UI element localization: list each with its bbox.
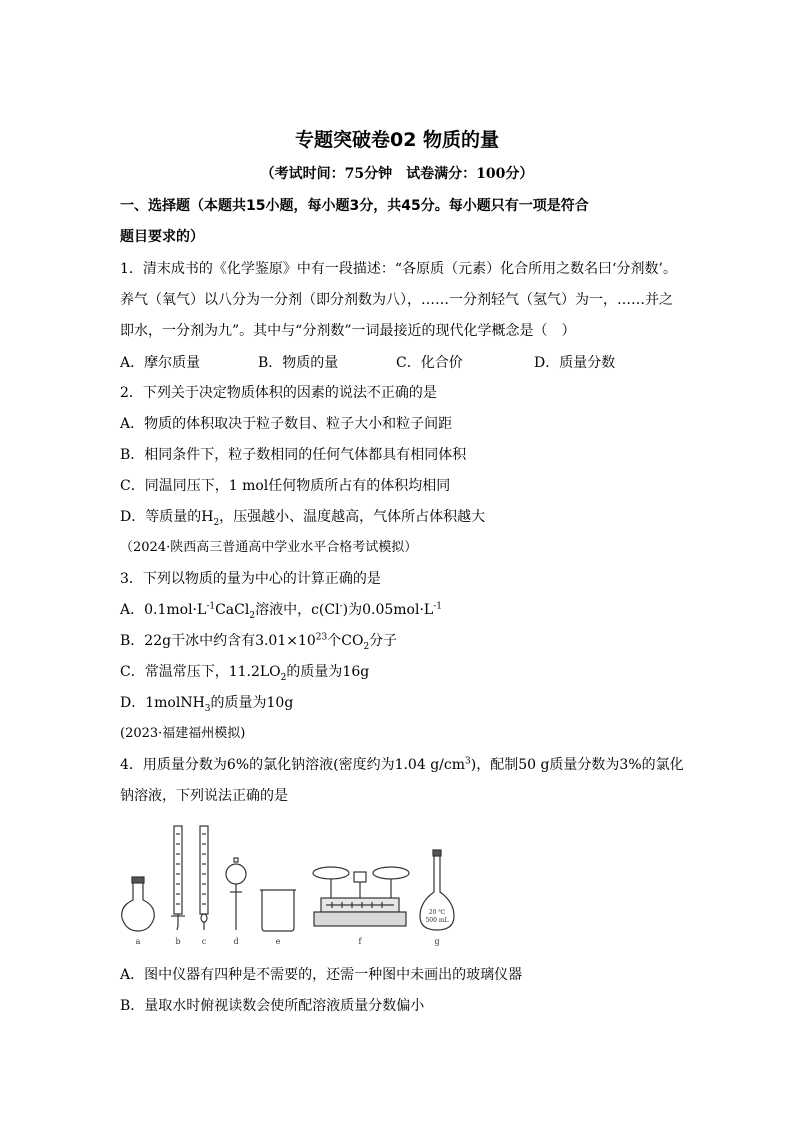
flask-a-icon	[122, 877, 155, 931]
label-b: b	[175, 937, 181, 946]
q3-b-p2: 个CO	[327, 633, 364, 649]
q3-a-p4: )为0.05mol·L	[342, 602, 434, 618]
q4-stem-line1	[120, 756, 684, 774]
q2-option-a: A．物质的体积取决于粒子数目、粒子大小和粒子间距	[120, 416, 453, 432]
beaker-e-icon	[260, 890, 296, 931]
q3-a-s1: -1	[206, 601, 216, 612]
flask-temp-label: 20 ℃	[428, 909, 446, 916]
flask-volume-label: 500 mL	[425, 917, 449, 924]
q4-stem-p2: )，配制50 g质量分数为3%的氯化	[470, 757, 684, 773]
q1-stem-line1: 1．清末成书的《化学鉴原》中有一段描述：“各原质（元素）化合所用之数名曰‘分剂数’。	[120, 261, 677, 277]
q3-b-p3: 分子	[369, 633, 398, 649]
q3-c-p2: 的质量为16g	[286, 664, 370, 680]
q3-d-s1: 3	[204, 703, 211, 714]
q3-a-s3: -	[339, 601, 343, 612]
apparatus-drawing	[118, 818, 458, 950]
q2-option-c: C．同温同压下，1 mol任何物质所占有的体积均相同	[120, 478, 451, 494]
section-heading-line1: 一、选择题（本题共15小题，每小题3分，共45分。每小题只有一项是符合	[120, 198, 589, 214]
label-e: e	[275, 937, 281, 946]
funnel-d-icon	[226, 858, 246, 930]
q3-a-p3: 溶液中，c(Cl	[255, 602, 340, 618]
label-d: d	[233, 937, 239, 946]
q3-b-p1: B．22g干冰中约含有3.01×10	[120, 633, 316, 649]
volumetric-flask-g-icon	[420, 850, 454, 930]
q3-c-p1: C．常温常压下，11.2LO	[120, 664, 281, 680]
q3-a-p1: A．0.1mol·L	[120, 602, 207, 618]
burette-c-icon	[200, 826, 208, 930]
q1-option-b: B．物质的量	[258, 355, 339, 371]
q2-stem: 2．下列关于决定物质体积的因素的说法不正确的是	[120, 385, 437, 401]
q3-option-a	[120, 601, 442, 619]
q2-d-sub: 2	[213, 517, 220, 528]
q2-d-part1: D．等质量的H	[120, 509, 214, 525]
q3-d-p1: D．1molNH	[120, 695, 205, 711]
q1-option-c: C．化合价	[396, 355, 463, 371]
label-f: f	[358, 937, 362, 946]
q4-option-a: A．图中仪器有四种是不需要的，还需一种图中未画出的玻璃仪器	[120, 967, 523, 983]
q2-option-b: B．相同条件下，粒子数相同的任何气体都具有相同体积	[120, 447, 467, 463]
q4-stem-p1: 4．用质量分数为6%的氯化钠溶液(密度约为1.04 g/cm	[120, 757, 465, 773]
q4-option-b: B．量取水时俯视读数会使所配溶液质量分数偏小	[120, 998, 425, 1014]
label-a: a	[135, 937, 141, 946]
q3-a-s4: -1	[433, 601, 442, 612]
exam-info: （考试时间：75分钟 试卷满分：100分）	[260, 166, 534, 182]
section-heading-line2: 题目要求的）	[120, 229, 204, 245]
q3-option-d	[120, 694, 293, 712]
q3-c-s1: 2	[280, 672, 287, 683]
apparatus-figure	[118, 818, 458, 950]
page-title: 专题突破卷02 物质的量	[294, 129, 500, 151]
q1-option-a: A．摩尔质量	[120, 355, 201, 371]
q2-option-d	[120, 508, 485, 526]
source-note-1: （2024·陕西高三普通高中学业水平合格考试模拟）	[120, 540, 418, 555]
label-c: c	[201, 937, 207, 946]
q3-stem: 3．下列以物质的量为中心的计算正确的是	[120, 571, 381, 587]
q3-a-p2: CaCl	[215, 602, 250, 618]
q3-b-s1: 23	[315, 632, 328, 643]
q3-option-c	[120, 663, 369, 681]
q1-stem-line3: 即水，一分剂为九”。其中与“分剂数”一词最接近的现代化学概念是（ ）	[120, 323, 576, 339]
q4-stem-line2: 钠溶液，下列说法正确的是	[120, 788, 288, 804]
q3-a-s2: 2	[249, 610, 256, 621]
q4-stem-sup: 3	[465, 756, 471, 767]
q1-stem-line2: 养气（氧气）以八分为一分剂（即分剂数为八），……一分剂轻气（氢气）为一，……并之	[120, 292, 673, 308]
label-g: g	[434, 937, 440, 946]
q2-d-part2: ，压强越小、温度越高，气体所占体积越大	[219, 509, 486, 525]
balance-f-icon	[313, 867, 409, 926]
q1-option-d: D．质量分数	[534, 355, 616, 371]
source-note-2: (2023·福建福州模拟)	[120, 726, 246, 741]
q3-b-s2: 2	[363, 641, 370, 652]
q3-d-p2: 的质量为10g	[210, 695, 294, 711]
burette-b-icon	[171, 826, 185, 930]
q3-option-b	[120, 632, 397, 650]
